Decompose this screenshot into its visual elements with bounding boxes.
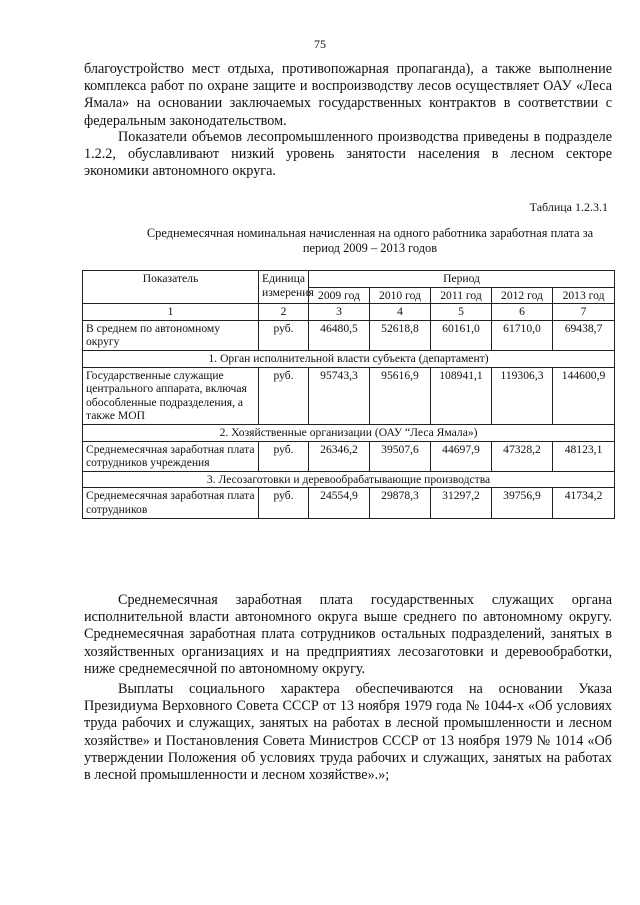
- cell-value: 61710,0: [492, 320, 553, 350]
- cell-value: 39507,6: [370, 441, 431, 471]
- row-unit: руб.: [259, 441, 309, 471]
- header-unit: Единица измерения: [259, 271, 309, 304]
- row-label: Государственные служащие центрального аппарата, включая обособленные подразделения, а также МОП: [83, 367, 259, 424]
- column-number: 6: [492, 304, 553, 321]
- column-number: 7: [553, 304, 615, 321]
- row-unit: руб.: [259, 488, 309, 518]
- table-row: [83, 488, 615, 518]
- paragraph-production: Показатели объемов лесопромышленного производства приведены в подразделе 1.2.2, обуславливают низкий уровень занятости населения в лесном секторе экономики автономного округа.: [84, 129, 612, 180]
- cell-value: 60161,0: [431, 320, 492, 350]
- column-number: 5: [431, 304, 492, 321]
- cell-value: 39756,9: [492, 488, 553, 518]
- header-year: 2009 год: [309, 287, 370, 304]
- header-indicator: Показатель: [83, 271, 259, 304]
- header-year: 2012 год: [492, 287, 553, 304]
- cell-value: 69438,7: [553, 320, 615, 350]
- cell-value: 24554,9: [309, 488, 370, 518]
- section-title: 1. Орган исполнительной власти субъекта (департамент): [83, 350, 615, 367]
- table-colnum-row: [83, 304, 615, 321]
- cell-value: 41734,2: [553, 488, 615, 518]
- cell-value: 119306,3: [492, 367, 553, 424]
- table-label: Таблица 1.2.3.1: [529, 200, 608, 214]
- header-year: 2013 год: [553, 287, 615, 304]
- row-label: В среднем по автономному округу: [83, 320, 259, 350]
- column-number: 4: [370, 304, 431, 321]
- section-title: 3. Лесозаготовки и деревообрабатывающие производства: [83, 471, 615, 488]
- section-title: 2. Хозяйственные организации (ОАУ “Леса Ямала»): [83, 424, 615, 441]
- header-year: 2010 год: [370, 287, 431, 304]
- table-row: [83, 367, 615, 424]
- cell-value: 52618,8: [370, 320, 431, 350]
- row-unit: руб.: [259, 367, 309, 424]
- row-unit: руб.: [259, 320, 309, 350]
- table-row-total: [83, 320, 615, 350]
- section-header-row: [83, 424, 615, 441]
- cell-value: 108941,1: [431, 367, 492, 424]
- cell-value: 29878,3: [370, 488, 431, 518]
- cell-value: 144600,9: [553, 367, 615, 424]
- column-number: 1: [83, 304, 259, 321]
- cell-value: 95743,3: [309, 367, 370, 424]
- cell-value: 44697,9: [431, 441, 492, 471]
- page-number: 75: [314, 37, 326, 51]
- column-number: 3: [309, 304, 370, 321]
- cell-value: 26346,2: [309, 441, 370, 471]
- cell-value: 47328,2: [492, 441, 553, 471]
- header-year: 2011 год: [431, 287, 492, 304]
- header-period: Период: [309, 271, 615, 288]
- cell-value: 95616,9: [370, 367, 431, 424]
- row-label: Среднемесячная заработная плата сотрудников учреждения: [83, 441, 259, 471]
- cell-value: 48123,1: [553, 441, 615, 471]
- paragraph-intro: благоустройство мест отдыха, противопожарная пропаганда), а также выполнение комплекса работ по охране защите и воспроизводству лесов осуществляет ОАУ «Леса Ямала» на основании заключаемых государственных контрактов в соответствии с федеральным законодательством.: [84, 61, 612, 129]
- cell-value: 46480,5: [309, 320, 370, 350]
- column-number: 2: [259, 304, 309, 321]
- table-row: [83, 441, 615, 471]
- salary-table: [82, 270, 615, 519]
- section-header-row: [83, 350, 615, 367]
- table-header-row: [83, 271, 615, 288]
- section-header-row: [83, 471, 615, 488]
- row-label: Среднемесячная заработная плата сотрудников: [83, 488, 259, 518]
- paragraph-social-payments: Выплаты социального характера обеспечиваются на основании Указа Президиума Верховного Совета СССР от 13 ноября 1979 года № 1044-х «Об условиях труда рабочих и служащих, занятых на работах в лесной промышленности и лесном хозяйстве» и Постановления Совета Министров СССР от 13 ноября 1979 № 1014 «Об утверждении Положения об условиях труда рабочих и служащих, занятых на работах в лесной промышленности и лесном хозяйстве».»;: [84, 681, 612, 784]
- cell-value: 31297,2: [431, 488, 492, 518]
- paragraph-salary-comparison: Среднемесячная заработная плата государственных служащих органа исполнительной власти автономного округа выше среднего по автономному округу. Среднемесячная заработная плата сотрудников остальных подразделений, занятых в хозяйственных организациях и на предприятиях лесозаготовки и деревообработки, ниже среднемесячной по автономному округу.: [84, 592, 612, 677]
- table-caption: Среднемесячная номинальная начисленная на одного работника заработная плата за период 2009 – 2013 годов: [146, 226, 594, 255]
